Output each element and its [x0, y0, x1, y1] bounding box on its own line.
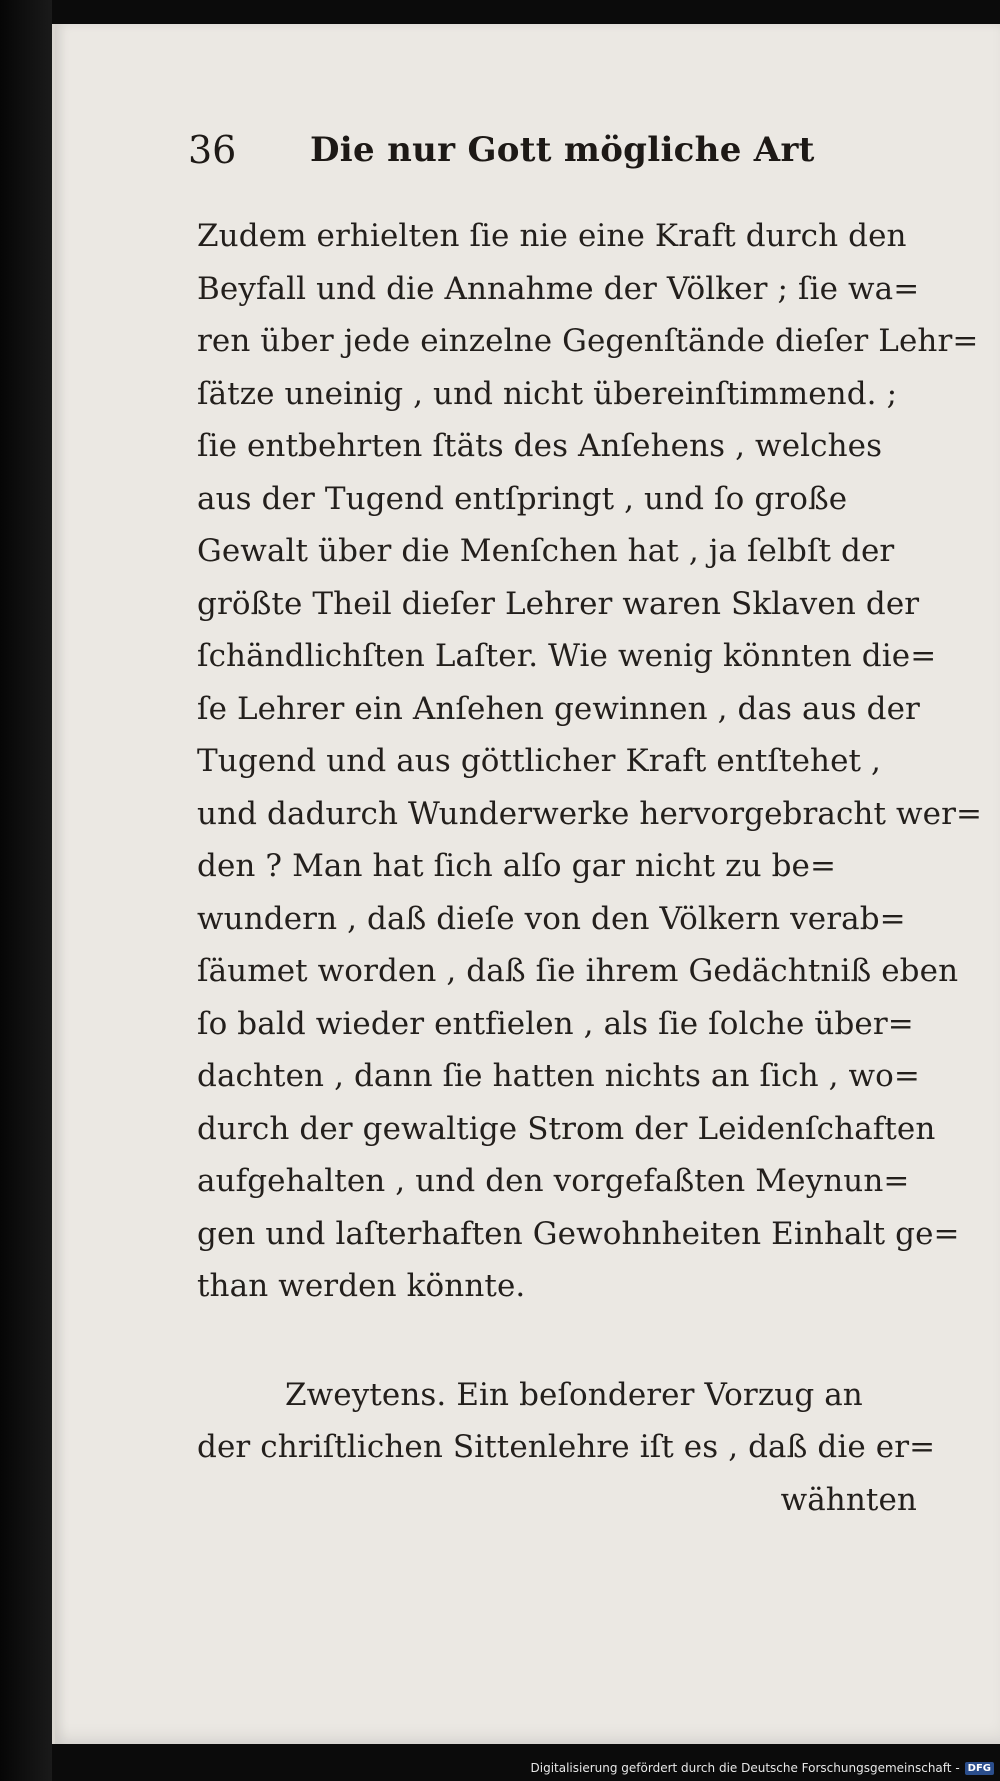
body-text [197, 210, 983, 1526]
text-line: der chriſtlichen Sittenlehre iſt es , daß die er= [197, 1429, 936, 1465]
page-number: 36 [188, 128, 237, 172]
text-line: ſätze uneinig , und nicht übereinſtimmend. ; [197, 375, 898, 412]
text-line: Beyfall und die Annahme der Völker ; ſie wa= [197, 270, 920, 307]
text-line: aus der Tugend entſpringt , und ſo große [197, 480, 848, 517]
dfg-logo: DFG [965, 1762, 994, 1775]
text-line: ren über jede einzelne Gegenſtände dieſer Lehr= [197, 323, 979, 359]
text-line: Zudem erhielten ſie nie eine Kraft durch den [197, 218, 907, 254]
digitization-credit [531, 1757, 995, 1779]
text-line: ſo bald wieder entfielen , als ſie ſolche über= [197, 1005, 914, 1042]
text-line: ſäumet worden , daß ſie ihrem Gedächtniß eben [197, 953, 959, 989]
page-header [188, 128, 838, 184]
credit-text: Digitalisierung gefördert durch die Deutsche Forschungsgemeinschaft - [530, 1761, 960, 1775]
text-line: den ? Man hat ſich alſo gar nicht zu be= [197, 848, 837, 884]
text-line: Tugend und aus göttlicher Kraft entſtehet , [197, 743, 881, 779]
text-line: dachten , dann ſie hatten nichts an ſich , wo= [197, 1058, 920, 1094]
text-line: durch der gewaltige Strom der Leidenſchaften [197, 1110, 936, 1147]
catchword: wähnten [780, 1481, 917, 1518]
text-line: gen und laſterhaften Gewohnheiten Einhalt ge= [197, 1215, 960, 1252]
text-line: ſe Lehrer ein Anſehen gewinnen , das aus der [197, 690, 920, 727]
text-line: Gewalt über die Menſchen hat , ja ſelbſt der [197, 533, 895, 569]
text-line: ſchändlichſten Laſter. Wie wenig könnten die= [197, 638, 937, 674]
text-line: ſie entbehrten ſtäts des Anſehens , welches [197, 428, 883, 464]
book-spine-shadow [0, 0, 52, 1781]
text-line: größte Theil dieſer Lehrer waren Sklaven der [197, 585, 920, 622]
running-title: Die nur Gott mögliche Art [310, 130, 815, 170]
text-line: than werden könnte. [197, 1268, 526, 1304]
text-line: wundern , daß dieſe von den Völkern verab= [197, 900, 906, 937]
text-line: Zweytens. Ein beſonderer Vorzug an [285, 1376, 863, 1413]
text-line: und dadurch Wunderwerke hervorgebracht wer= [197, 795, 983, 832]
text-line: aufgehalten , und den vorgefaßten Meynun= [197, 1163, 910, 1199]
paragraph-gap [197, 1313, 957, 1369]
